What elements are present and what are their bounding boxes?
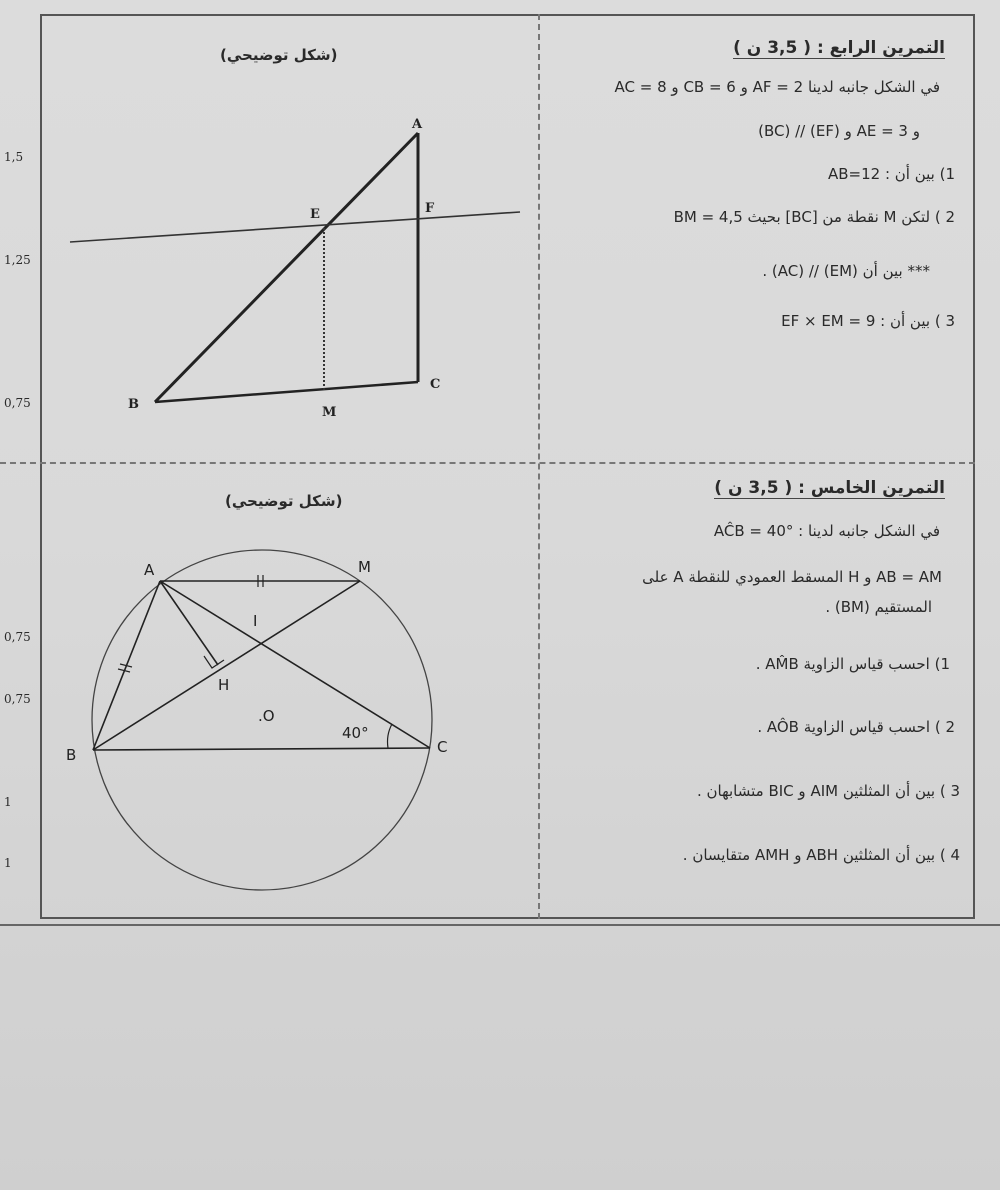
score-q5-1: 0,75 (4, 630, 31, 644)
ex4-caption: (شكل توضيحي) (220, 46, 338, 64)
segment-BC (155, 382, 418, 402)
segment-BA (155, 133, 418, 402)
ex5-title: التمرين الخامس : ( 3,5 ن ) (714, 478, 945, 498)
ex4-question-2b: *** بين أن (EM) // (AC) . (762, 262, 930, 280)
point-O: .O (258, 707, 275, 725)
point-M: M (322, 405, 337, 420)
point-A: A (412, 117, 423, 132)
score-q5-2: 0,75 (4, 692, 31, 706)
point-F: F (425, 201, 435, 216)
line-EF (70, 212, 520, 242)
ex5-caption: (شكل توضيحي) (225, 492, 343, 510)
segment-AH (160, 581, 218, 665)
score-q3: 0,75 (4, 396, 31, 410)
segment-BM (93, 581, 360, 750)
ex4-given-2: و AE = 3 و (EF) // (BC) (758, 122, 920, 140)
angle-label: 40° (342, 724, 369, 742)
score-q2: 1,25 (4, 253, 31, 267)
ex4-given-1: في الشكل جانبه لدينا AF = 2 و CB = 6 و AC = 8 (614, 78, 940, 96)
ex5-question-4: 4 ) بين أن المثلثين ABH و AMH متقايسان . (682, 846, 960, 864)
point-C-5: C (437, 738, 448, 756)
point-I: I (253, 612, 258, 630)
point-M-5: M (358, 558, 371, 576)
ex5-given-1: في الشكل جانبه لدينا : AĈB = 40° (713, 522, 940, 540)
point-E: E (310, 207, 320, 222)
score-q5-4: 1 (4, 856, 12, 870)
ex5-question-2: 2 ) احسب قياس الزاوية AÔB . (757, 718, 955, 736)
segment-BC-5 (93, 748, 430, 750)
ex4-title: التمرين الرابع : ( 3,5 ن ) (733, 38, 945, 58)
ex5-given-3: المستقيم (BM) . (825, 598, 932, 616)
angle-arc-C (388, 724, 393, 748)
ex5-question-1: 1) احسب قياس الزاوية AM̂B . (755, 655, 950, 673)
ex4-question-3: 3 ) بين أن : EF × EM = 9 (781, 312, 955, 330)
ex4-question-1: 1) بين أن : AB=12 (827, 165, 955, 183)
segment-AC-5 (160, 581, 430, 748)
ex4-question-2: 2 ) لتكن M نقطة من [BC] بحيث BM = 4,5 (673, 208, 955, 226)
point-H: H (218, 676, 230, 694)
point-A-5: A (144, 561, 155, 579)
point-B: B (128, 397, 139, 412)
ex5-given-2: AB = AM و H المسقط العمودي للنقطة A على (642, 568, 942, 586)
ex5-question-3: 3 ) بين أن المثلثين AIM و BIC متشابهان . (696, 782, 960, 800)
point-B-5: B (66, 746, 77, 764)
score-q1: 1,5 (4, 150, 24, 164)
score-q5-3: 1 (4, 795, 12, 809)
point-C: C (430, 377, 441, 392)
